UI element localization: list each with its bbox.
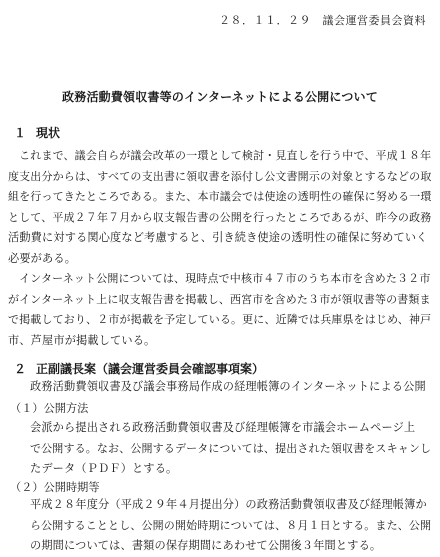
text-line: 会派から提出される政務活動費領収書及び経理帳簿を市議会ホームページ上 [30, 421, 416, 434]
text-line: インターネット公開については、現時点で中核市４７市のうち本市を含めた３２市 [8, 272, 431, 285]
section-1-paragraph-2 [8, 269, 434, 351]
text-line: これまで、議会自らが議会改革の一環として検討・見直しを行う中で、平成１８年 [8, 149, 432, 162]
text-line: たデータ（ＰＤＦ）とする。 [30, 462, 178, 475]
text-line: で掲載しており、２市が掲載を予定している。更に、近隣では兵庫県をはじめ、神戸 [8, 313, 432, 326]
document-date-header: ２８．１１．２９ 議会運営委員会資料 [219, 14, 426, 27]
item-1-label: （１）公開方法 [10, 402, 89, 415]
section-2-title: 正副議長案（議会運営委員会確認事項案） [36, 362, 265, 376]
text-line: 組を行ってきたところである。また、本市議会では使途の透明性の確保に努める一環 [8, 190, 432, 203]
section-1-paragraph-1 [8, 146, 434, 269]
text-line: 必要がある。 [8, 251, 77, 265]
text-line: の期間については、書類の保存期間にあわせて公開後３年間とする。 [30, 539, 382, 552]
text-line: で公開する。なお、公開するデータについては、提出された領収書をスキャンし [30, 441, 432, 455]
text-line: 度支出分からは、すべての支出書に領収書を添付し公文書開示の対象とするなどの取 [8, 169, 432, 183]
text-line: ら公開することとし、公開の開始時期については、８月１日とする。また、公開 [30, 518, 432, 532]
item-1-body [30, 418, 434, 480]
text-line: 平成２８年度分（平成２９年４月提出分）の政務活動費領収書及び経理帳簿か [30, 498, 427, 511]
text-line: 政務活動費領収書及び議会事務局作成の経理帳簿のインターネットによる公開 [30, 380, 426, 393]
item-2-body [30, 495, 434, 557]
section-1-number: １ [14, 126, 27, 140]
text-line: がインターネット上に収支報告書を掲載し、西宮市を含めた３市が領収書等の書類ま [8, 292, 431, 306]
section-1-heading [14, 124, 60, 141]
section-1-title: 現状 [36, 126, 61, 140]
section-2-intro [30, 377, 434, 398]
text-line: 活動費に対する関心度など考慮すると、引き続き使途の透明性の確保に努めていく [8, 231, 428, 244]
item-2-label: （２）公開時期等 [10, 481, 100, 494]
section-2-number: ２ [14, 362, 27, 376]
text-line: として、平成２７年７月から収支報告書の公開を行ったところであるが、昨今の政務 [8, 210, 432, 224]
section-2-heading [14, 360, 264, 377]
text-line: 市、芦屋市が掲載している。 [8, 333, 156, 347]
document-title: 政務活動費領収書等のインターネットによる公開について [62, 90, 378, 104]
